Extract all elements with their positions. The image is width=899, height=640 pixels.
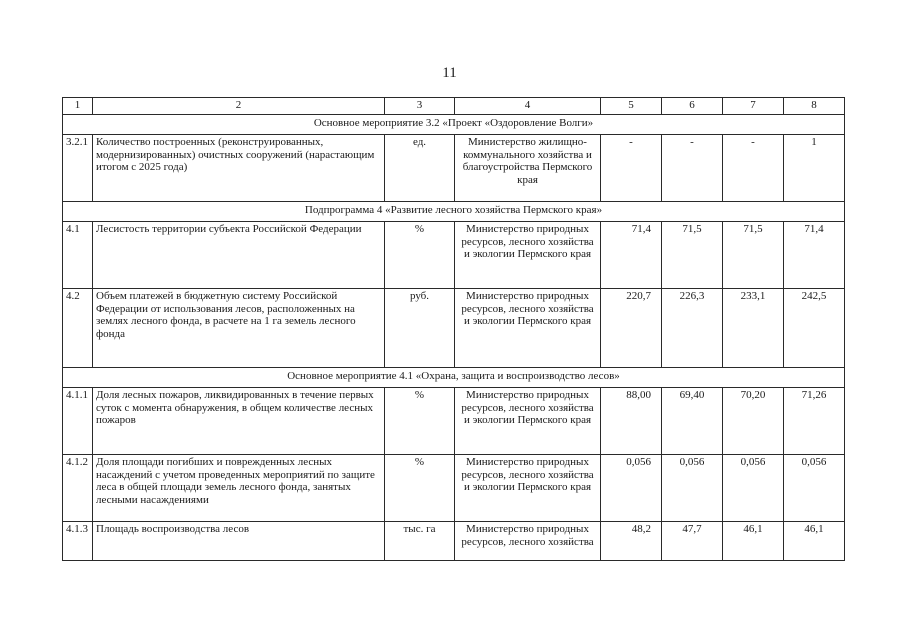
table-row — [63, 388, 845, 455]
table-row — [63, 455, 845, 522]
responsible-cell: Министерство природных ресурсов, лесного хозяйства — [455, 522, 601, 561]
column-number: 7 — [723, 98, 784, 115]
responsible-cell: Министерство природных ресурсов, лесного хозяйства и экологии Пермского края — [455, 222, 601, 289]
indicator-name: Площадь воспроизводства лесов — [93, 522, 385, 561]
value-col-7: 70,20 — [723, 388, 784, 455]
value-col-8: 242,5 — [784, 289, 845, 368]
row-number: 4.1.1 — [63, 388, 93, 455]
value-col-5: 71,4 — [601, 222, 662, 289]
page-number: 11 — [442, 65, 457, 81]
value-col-8: 71,26 — [784, 388, 845, 455]
section-title: Основное мероприятие 3.2 «Проект «Оздоровление Волги» — [63, 115, 845, 135]
row-number: 4.1.2 — [63, 455, 93, 522]
indicators-table — [62, 97, 845, 561]
indicator-name: Количество построенных (реконструированных, модернизированных) очистных сооружений (нарастающим итогом с 2025 года) — [93, 135, 385, 202]
column-number: 5 — [601, 98, 662, 115]
value-col-6: 71,5 — [662, 222, 723, 289]
row-number: 4.1.3 — [63, 522, 93, 561]
section-row — [63, 368, 845, 388]
value-col-8: 1 — [784, 135, 845, 202]
column-number: 4 — [455, 98, 601, 115]
table-row — [63, 289, 845, 368]
responsible-cell: Министерство природных ресурсов, лесного хозяйства и экологии Пермского края — [455, 289, 601, 368]
row-number: 4.2 — [63, 289, 93, 368]
unit-cell: % — [385, 388, 455, 455]
indicator-name: Доля площади погибших и поврежденных лесных насаждений с учетом проведенных мероприятий по защите леса в общей площади земель лесного фонда, занятых лесными насаждениями — [93, 455, 385, 522]
value-col-7: 71,5 — [723, 222, 784, 289]
value-col-5: - — [601, 135, 662, 202]
value-col-8: 46,1 — [784, 522, 845, 561]
row-number: 4.1 — [63, 222, 93, 289]
section-title: Основное мероприятие 4.1 «Охрана, защита и воспроизводство лесов» — [63, 368, 845, 388]
value-col-5: 0,056 — [601, 455, 662, 522]
value-col-7: 233,1 — [723, 289, 784, 368]
indicator-name: Объем платежей в бюджетную систему Российской Федерации от использования лесов, расположенных на землях лесного фонда, в расчете на 1 га земель лесного фонда — [93, 289, 385, 368]
unit-cell: % — [385, 222, 455, 289]
column-number: 1 — [63, 98, 93, 115]
row-number: 3.2.1 — [63, 135, 93, 202]
value-col-8: 71,4 — [784, 222, 845, 289]
unit-cell: руб. — [385, 289, 455, 368]
value-col-7: 0,056 — [723, 455, 784, 522]
column-number-row — [63, 98, 845, 115]
responsible-cell: Министерство природных ресурсов, лесного хозяйства и экологии Пермского края — [455, 455, 601, 522]
section-row — [63, 202, 845, 222]
value-col-5: 220,7 — [601, 289, 662, 368]
value-col-6: 0,056 — [662, 455, 723, 522]
value-col-8: 0,056 — [784, 455, 845, 522]
value-col-6: - — [662, 135, 723, 202]
table-row — [63, 135, 845, 202]
column-number: 3 — [385, 98, 455, 115]
responsible-cell: Министерство природных ресурсов, лесного хозяйства и экологии Пермского края — [455, 388, 601, 455]
table-row — [63, 522, 845, 561]
column-number: 6 — [662, 98, 723, 115]
indicator-name: Лесистость территории субъекта Российской Федерации — [93, 222, 385, 289]
unit-cell: % — [385, 455, 455, 522]
section-row — [63, 115, 845, 135]
responsible-cell: Министерство жилищно-коммунального хозяйства и благоустройства Пермского края — [455, 135, 601, 202]
column-number: 2 — [93, 98, 385, 115]
value-col-5: 48,2 — [601, 522, 662, 561]
unit-cell: тыс. га — [385, 522, 455, 561]
value-col-6: 69,40 — [662, 388, 723, 455]
value-col-7: - — [723, 135, 784, 202]
value-col-5: 88,00 — [601, 388, 662, 455]
value-col-6: 226,3 — [662, 289, 723, 368]
table-row — [63, 222, 845, 289]
indicator-name: Доля лесных пожаров, ликвидированных в течение первых суток с момента обнаружения, в общем количестве лесных пожаров — [93, 388, 385, 455]
unit-cell: ед. — [385, 135, 455, 202]
column-number: 8 — [784, 98, 845, 115]
value-col-6: 47,7 — [662, 522, 723, 561]
value-col-7: 46,1 — [723, 522, 784, 561]
section-title: Подпрограмма 4 «Развитие лесного хозяйства Пермского края» — [63, 202, 845, 222]
